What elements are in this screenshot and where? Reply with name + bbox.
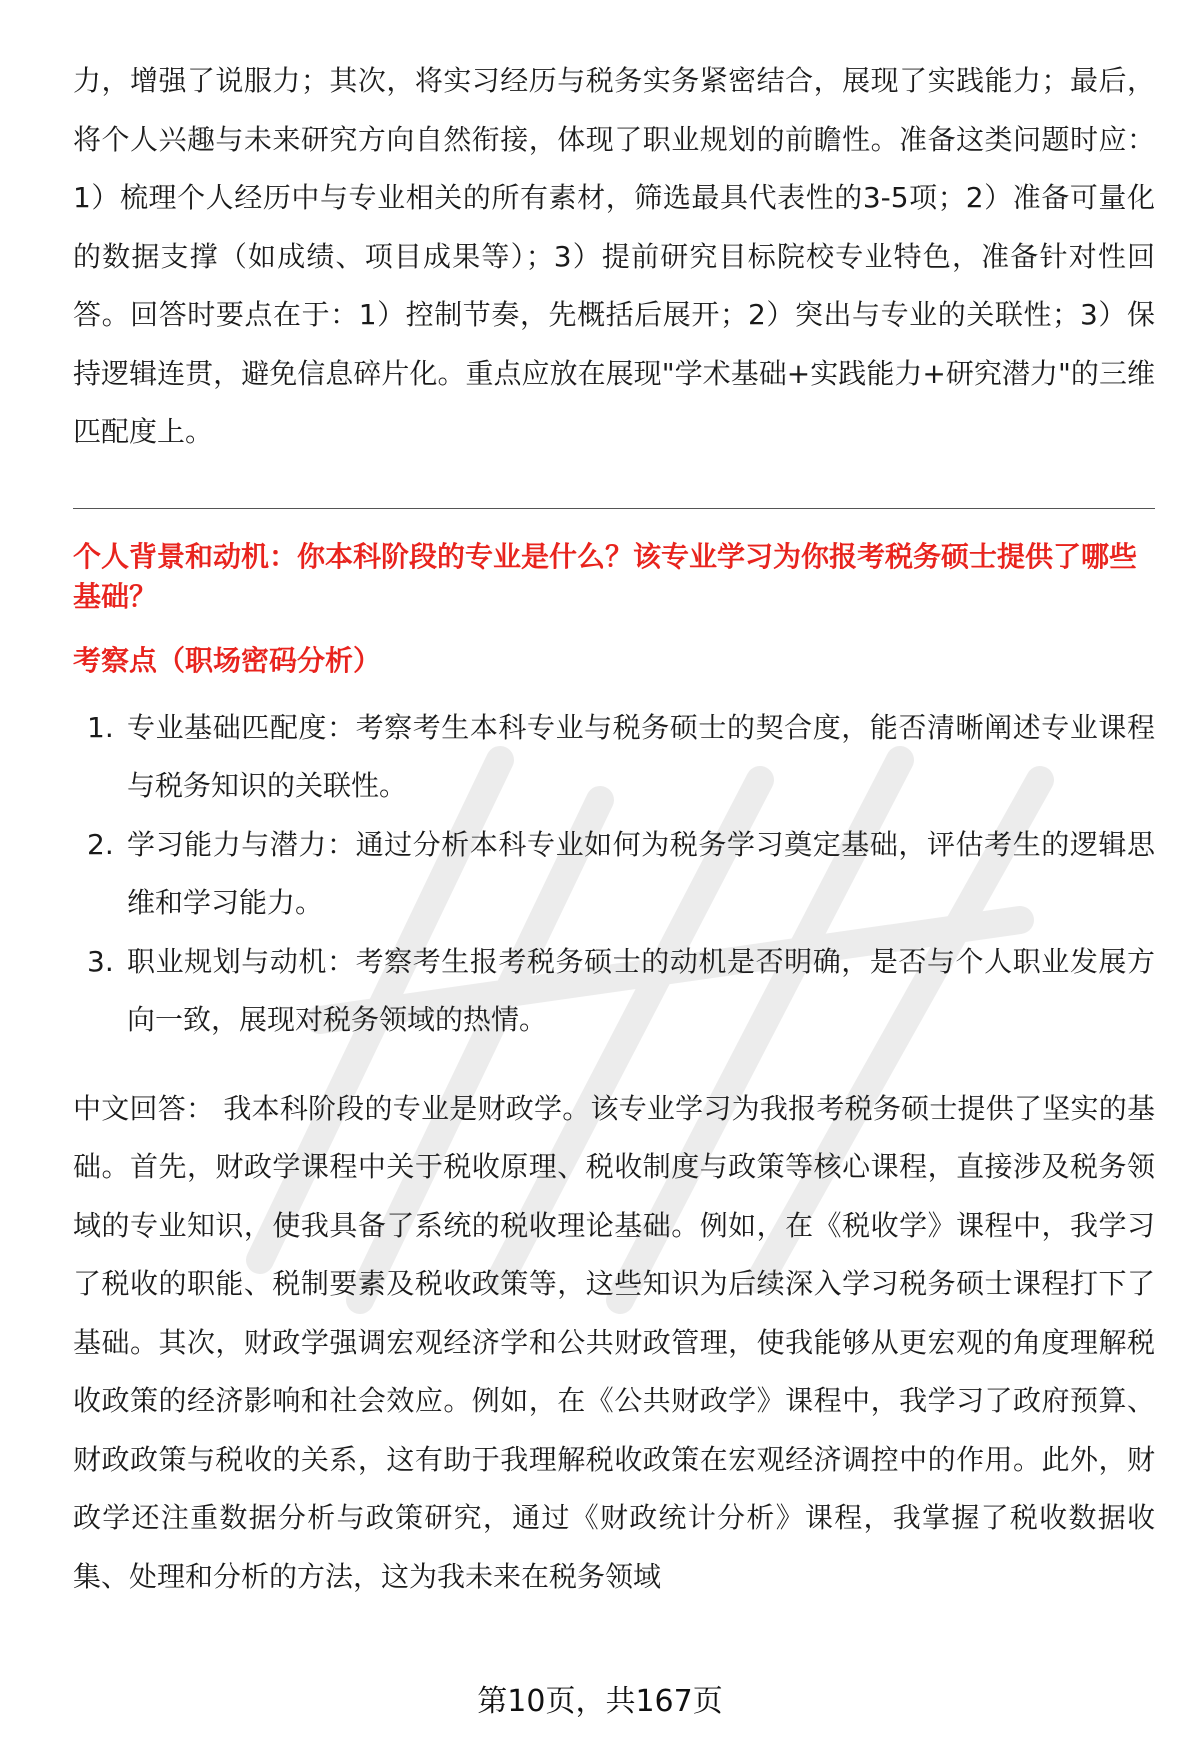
page-number: 第10页，共167页 [477,1684,723,1719]
assessment-points-list [73,699,1155,1050]
points-heading: 考察点（职场密码分析） [73,643,382,677]
document-page [73,52,1155,1606]
question-title: 个人背景和动机：你本科阶段的专业是什么？该专业学习为你报考税务硕士提供了哪些基础？ [73,539,1138,613]
list-item-text: 学习能力与潜力：通过分析本科专业如何为税务学习奠定基础，评估考生的逻辑思维和学习能力。 [127,827,1155,919]
intro-paragraph: 力，增强了说服力；其次，将实习经历与税务实务紧密结合，展现了实践能力；最后，将个人兴趣与未来研究方向自然衔接，体现了职业规划的前瞻性。准备这类问题时应：1）梳理个人经历中与专业相关的所有素材，筛选最具代表性的3-5项；2）准备可量化的数据支撑（如成绩、项目成果等）；3）提前研究目标院校专业特色，准备针对性回答。回答时要点在于：1）控制节奏，先概括后展开；2）突出与专业的关联性；3）保持逻辑连贯，避免信息碎片化。重点应放在展现"学术基础+实践能力+研究潜力"的三维匹配度上。 [73,64,1155,448]
section-divider [73,508,1155,509]
list-item [73,933,1155,1050]
list-item [73,816,1155,933]
list-item-text: 专业基础匹配度：考察考生本科专业与税务硕士的契合度，能否清晰阐述专业课程与税务知识的关联性。 [127,710,1155,802]
list-item-number: 2. [87,827,114,861]
list-item-number: 1. [87,710,114,744]
list-item-number: 3. [87,944,114,978]
list-item [73,699,1155,816]
list-item-text: 职业规划与动机：考察考生报考税务硕士的动机是否明确，是否与个人职业发展方向一致，展现对税务领域的热情。 [127,944,1155,1036]
answer-paragraph: 中文回答： 我本科阶段的专业是财政学。该专业学习为我报考税务硕士提供了坚实的基础。首先，财政学课程中关于税收原理、税收制度与政策等核心课程，直接涉及税务领域的专业知识，使我具备了系统的税收理论基础。例如，在《税收学》课程中，我学习了税收的职能、税制要素及税收政策等，这些知识为后续深入学习税务硕士课程打下了基础。其次，财政学强调宏观经济学和公共财政管理，使我能够从更宏观的角度理解税收政策的经济影响和社会效应。例如，在《公共财政学》课程中，我学习了政府预算、财政政策与税收的关系，这有助于我理解税收政策在宏观经济调控中的作用。此外，财政学还注重数据分析与政策研究，通过《财政统计分析》课程，我掌握了税收数据收集、处理和分析的方法，这为我未来在税务领域 [73,1091,1155,1593]
